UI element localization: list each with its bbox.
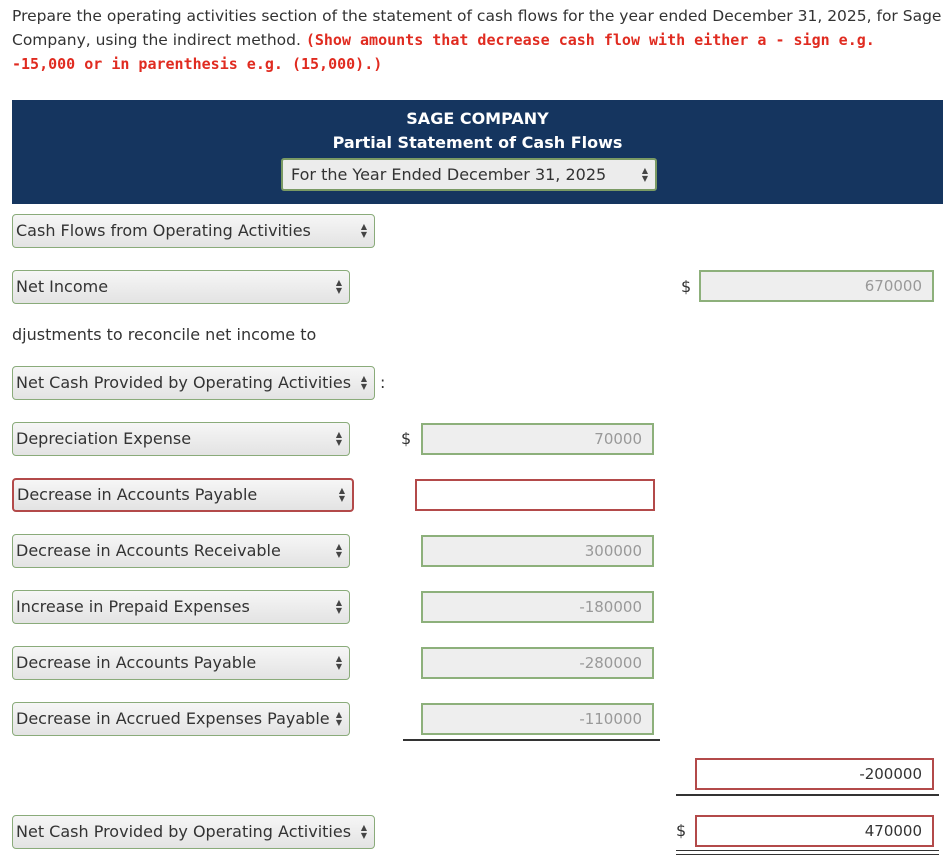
- period-select[interactable]: [281, 158, 657, 191]
- updown-arrows-icon: ▲ ▼: [360, 374, 367, 391]
- updown-arrows-icon: ▲ ▼: [335, 430, 342, 447]
- section-select[interactable]: [12, 214, 375, 248]
- subtotal-rule: [403, 739, 660, 741]
- adjustment-select-accounts-receivable[interactable]: [12, 534, 350, 568]
- adjustments-colon: :: [380, 373, 386, 392]
- adjustment-select-value: Decrease in Accounts Payable: [16, 653, 257, 672]
- adjustment-amount-input[interactable]: -180000: [421, 591, 654, 623]
- updown-arrows-icon: ▲ ▼: [335, 654, 342, 671]
- company-name: SAGE COMPANY: [406, 109, 549, 128]
- double-underline: [676, 850, 939, 855]
- section-select-value: Cash Flows from Operating Activities: [16, 221, 311, 240]
- net-income-select-value: Net Income: [16, 277, 109, 296]
- updown-arrows-icon: ▲ ▼: [335, 710, 342, 727]
- adjustments-heading-select[interactable]: [12, 366, 375, 400]
- updown-arrows-icon: ▲ ▼: [338, 486, 345, 503]
- updown-arrows-icon: ▲ ▼: [641, 165, 648, 183]
- adjustment-select-accounts-payable-2[interactable]: [12, 646, 350, 680]
- statement-header: [12, 100, 943, 204]
- adjustment-select-accounts-payable[interactable]: [12, 478, 354, 512]
- adjustments-heading-value: Net Cash Provided by Operating Activities: [16, 373, 352, 392]
- adjustments-text: djustments to reconcile net income to: [12, 325, 317, 344]
- adjustment-select-value: Decrease in Accounts Receivable: [16, 541, 281, 560]
- net-income-dollar: $: [681, 277, 692, 296]
- updown-arrows-icon: ▲ ▼: [335, 278, 342, 295]
- net-cash-dollar: $: [676, 821, 687, 840]
- statement-title: Partial Statement of Cash Flows: [332, 133, 623, 152]
- net-cash-select[interactable]: [12, 815, 375, 849]
- instructions-hint: (Show amounts that decrease cash flow with either a - sign e.g. -15,000 or in parenthesis e.g. (15,000).): [12, 31, 875, 73]
- adjustment-select-accrued-expenses[interactable]: [12, 702, 350, 736]
- instructions: [12, 4, 942, 76]
- adjustment-amount-input[interactable]: -110000: [421, 703, 654, 735]
- net-cash-input[interactable]: 470000: [695, 815, 934, 847]
- adjustment-amount-input[interactable]: 70000: [421, 423, 654, 455]
- updown-arrows-icon: ▲ ▼: [360, 823, 367, 840]
- total-rule: [676, 794, 939, 796]
- updown-arrows-icon: ▲ ▼: [335, 542, 342, 559]
- adjustment-amount-input[interactable]: -280000: [421, 647, 654, 679]
- updown-arrows-icon: ▲ ▼: [360, 222, 367, 239]
- adjustment-select-value: Increase in Prepaid Expenses: [16, 597, 250, 616]
- net-income-select[interactable]: [12, 270, 350, 304]
- adjustment-amount-input[interactable]: 300000: [421, 535, 654, 567]
- adjustment-select-depreciation[interactable]: [12, 422, 350, 456]
- adjustment-amount-input[interactable]: [415, 479, 655, 511]
- net-income-input[interactable]: 670000: [699, 270, 934, 302]
- instructions-text: Prepare the operating activities section of the statement of cash flows for the year ended December 31, 2025, for Sage Company, using the indirect method.: [12, 7, 942, 49]
- adjustment-select-value: Decrease in Accrued Expenses Payable: [16, 709, 330, 728]
- net-cash-select-value: Net Cash Provided by Operating Activities: [16, 822, 352, 841]
- adjustment-select-value: Depreciation Expense: [16, 429, 192, 448]
- total-adjustments-input[interactable]: -200000: [695, 758, 934, 790]
- period-select-value: For the Year Ended December 31, 2025: [291, 165, 607, 184]
- adjustment-select-value: Decrease in Accounts Payable: [17, 485, 258, 504]
- depreciation-dollar: $: [401, 429, 412, 448]
- updown-arrows-icon: ▲ ▼: [335, 598, 342, 615]
- adjustment-select-prepaid-expenses[interactable]: [12, 590, 350, 624]
